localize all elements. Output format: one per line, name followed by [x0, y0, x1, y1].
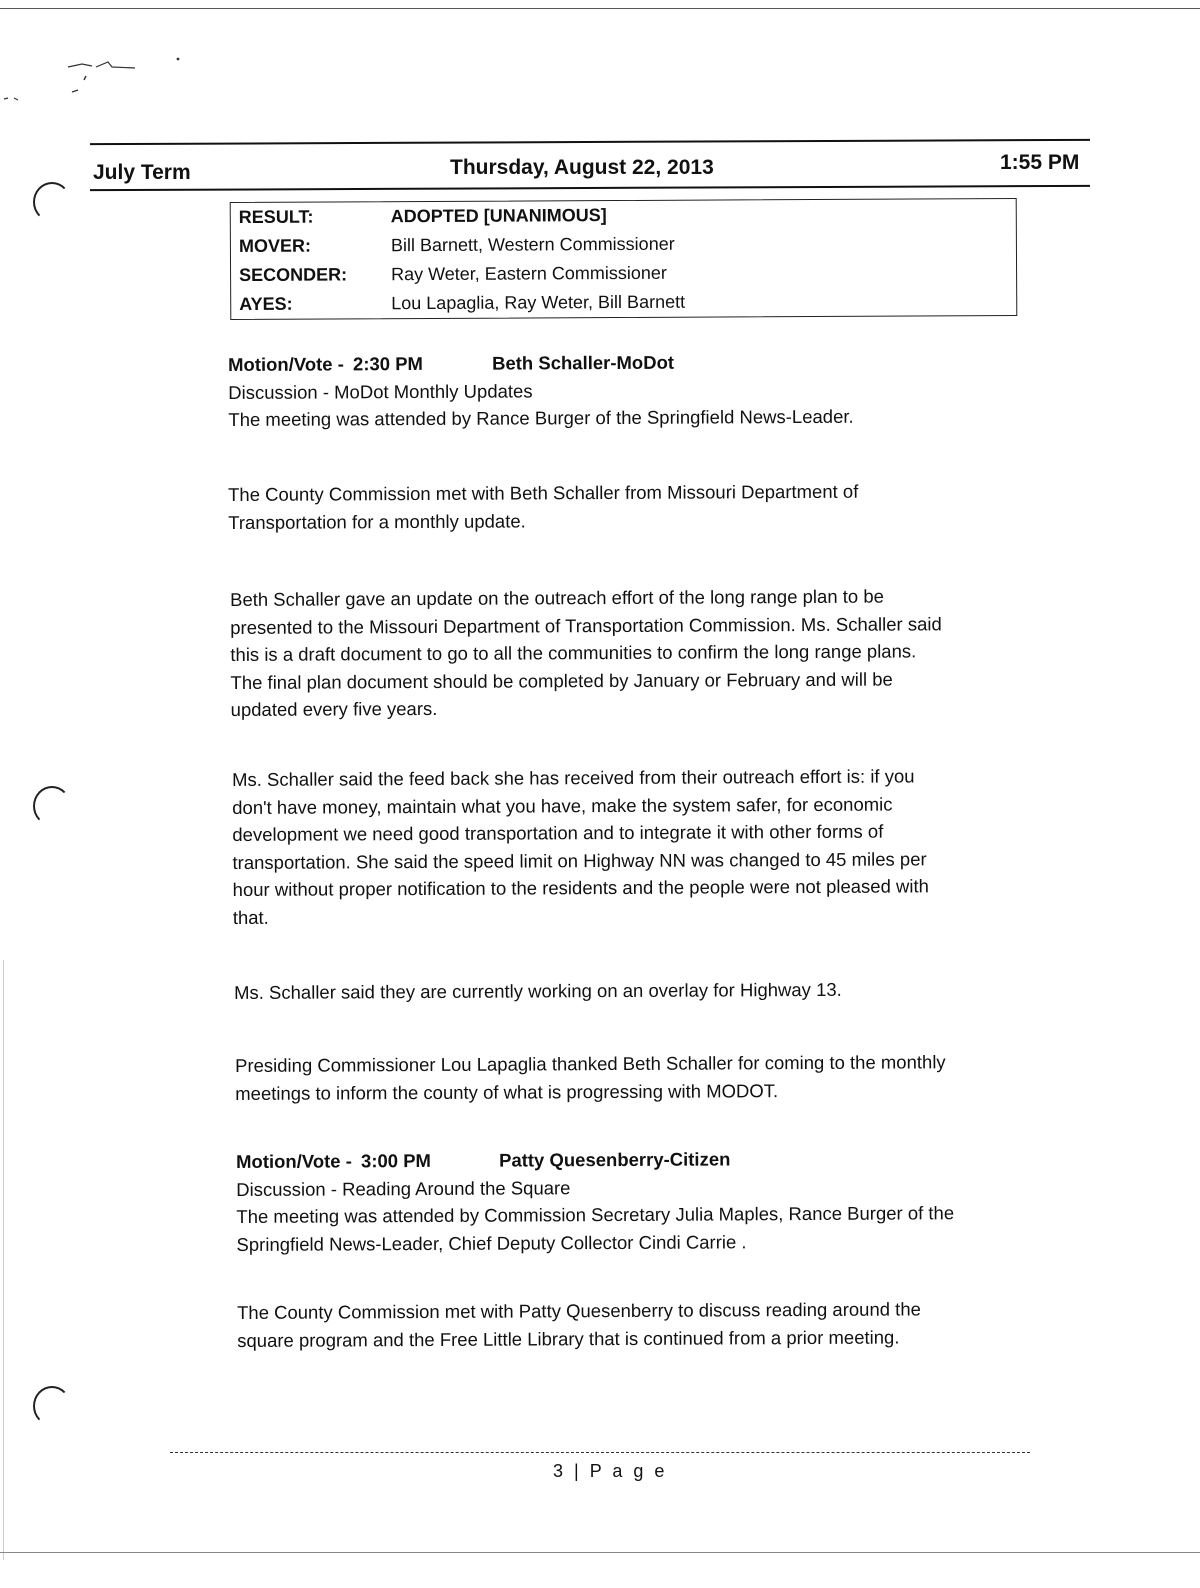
agenda-item-header — [228, 348, 854, 434]
footer-rule — [170, 1452, 1030, 1454]
header-term: July Term — [93, 161, 191, 184]
vote-result-box — [230, 198, 1018, 320]
paragraph-line: that. — [232, 906, 269, 928]
punch-hole-mark — [33, 1386, 71, 1426]
motion-vote-label: Motion/Vote - — [228, 353, 344, 375]
motion-vote-subject: Patty Quesenberry-Citizen — [499, 1148, 731, 1171]
paragraph-line: The County Commission met with Patty Quesenberry to discuss reading around the — [237, 1298, 921, 1323]
discussion-line: Discussion - Reading Around the Square — [236, 1176, 571, 1200]
paragraph-line: Presiding Commissioner Lou Lapaglia thanked Beth Schaller for coming to the monthly — [235, 1051, 946, 1076]
header-rule-bottom — [90, 185, 1090, 191]
ayes-row — [239, 292, 685, 320]
ayes-key: AYES: — [239, 293, 293, 315]
result-value: ADOPTED [UNANIMOUS] — [390, 205, 607, 227]
paragraph — [235, 1048, 946, 1107]
discussion-line: Discussion - MoDot Monthly Updates — [228, 379, 533, 403]
scan-edge-line-left — [3, 960, 4, 1560]
ayes-value: Lou Lapaglia, Ray Weter, Bill Barnett — [391, 291, 686, 314]
paragraph-line: Beth Schaller gave an update on the outreach effort of the long range plan to be — [230, 585, 884, 610]
paragraph-line: updated every five years. — [230, 697, 438, 720]
paragraph-line: transportation. She said the speed limit on Highway NN was changed to 45 miles per — [232, 847, 927, 873]
mover-row — [239, 234, 675, 262]
punch-hole-mark — [33, 786, 71, 826]
paragraph-line: meetings to inform the county of what is progressing with MODOT. — [235, 1079, 779, 1104]
header-time: 1:55 PM — [1000, 151, 1080, 174]
paragraph — [234, 976, 842, 1007]
seconder-value: Ray Weter, Eastern Commissioner — [391, 262, 667, 285]
paragraph-line: Ms. Schaller said the feed back she has received from their outreach effort is: if you — [232, 765, 915, 790]
motion-vote-time: 3:00 PM — [360, 1149, 431, 1172]
header-rule-top — [90, 139, 1090, 145]
result-row — [239, 205, 607, 233]
attendance-line: The meeting was attended by Rance Burger of the Springfield News-Leader. — [228, 405, 854, 430]
mover-value: Bill Barnett, Western Commissioner — [390, 233, 675, 256]
paragraph-line: development we need good transportation and to integrate it with other forms of — [232, 820, 884, 845]
attendance-line: The meeting was attended by Commission Secretary Julia Maples, Rance Burger of the — [236, 1202, 955, 1227]
agenda-item-header — [236, 1144, 954, 1258]
punch-hole-mark — [33, 182, 71, 222]
paragraph-line: The final plan document should be completed by January or February and will be — [230, 668, 893, 693]
attendance-line: Springfield News-Leader, Chief Deputy Collector Cindi Carrie . — [236, 1230, 747, 1255]
paragraph — [228, 478, 859, 536]
header-date: Thursday, August 22, 2013 — [450, 156, 714, 179]
motion-vote-subject: Beth Schaller-MoDot — [492, 351, 675, 374]
paragraph — [237, 1295, 921, 1354]
seconder-row — [239, 263, 667, 291]
paragraph — [232, 762, 929, 931]
scan-smudge-mark — [0, 40, 200, 120]
motion-vote-time: 2:30 PM — [352, 352, 423, 375]
paragraph-line: square program and the Free Little Library that is continued from a prior meeting. — [237, 1326, 900, 1351]
scan-edge-line-bottom — [0, 1552, 1200, 1553]
paragraph-line: don't have money, maintain what you have, make the system safer, for economic — [232, 793, 893, 818]
seconder-key: SECONDER: — [239, 264, 348, 286]
paragraph-line: this is a draft document to go to all the communities to confirm the long range plans. — [230, 640, 917, 665]
motion-vote-label: Motion/Vote - — [236, 1150, 352, 1172]
paragraph — [230, 582, 942, 723]
paragraph-line: hour without proper notification to the residents and the people were not pleased with — [232, 875, 929, 900]
paragraph-line: The County Commission met with Beth Schaller from Missouri Department of — [228, 480, 859, 505]
paragraph-line: Ms. Schaller said they are currently working on an overlay for Highway 13. — [234, 978, 842, 1003]
page-number: 3 | P a g e — [553, 1461, 668, 1481]
paragraph-line: presented to the Missouri Department of Transportation Commission. Ms. Schaller said — [230, 612, 942, 638]
paragraph-line: Transportation for a monthly update. — [228, 509, 526, 533]
scan-edge-line — [0, 8, 1200, 9]
result-key: RESULT: — [238, 206, 314, 228]
mover-key: MOVER: — [238, 235, 311, 257]
